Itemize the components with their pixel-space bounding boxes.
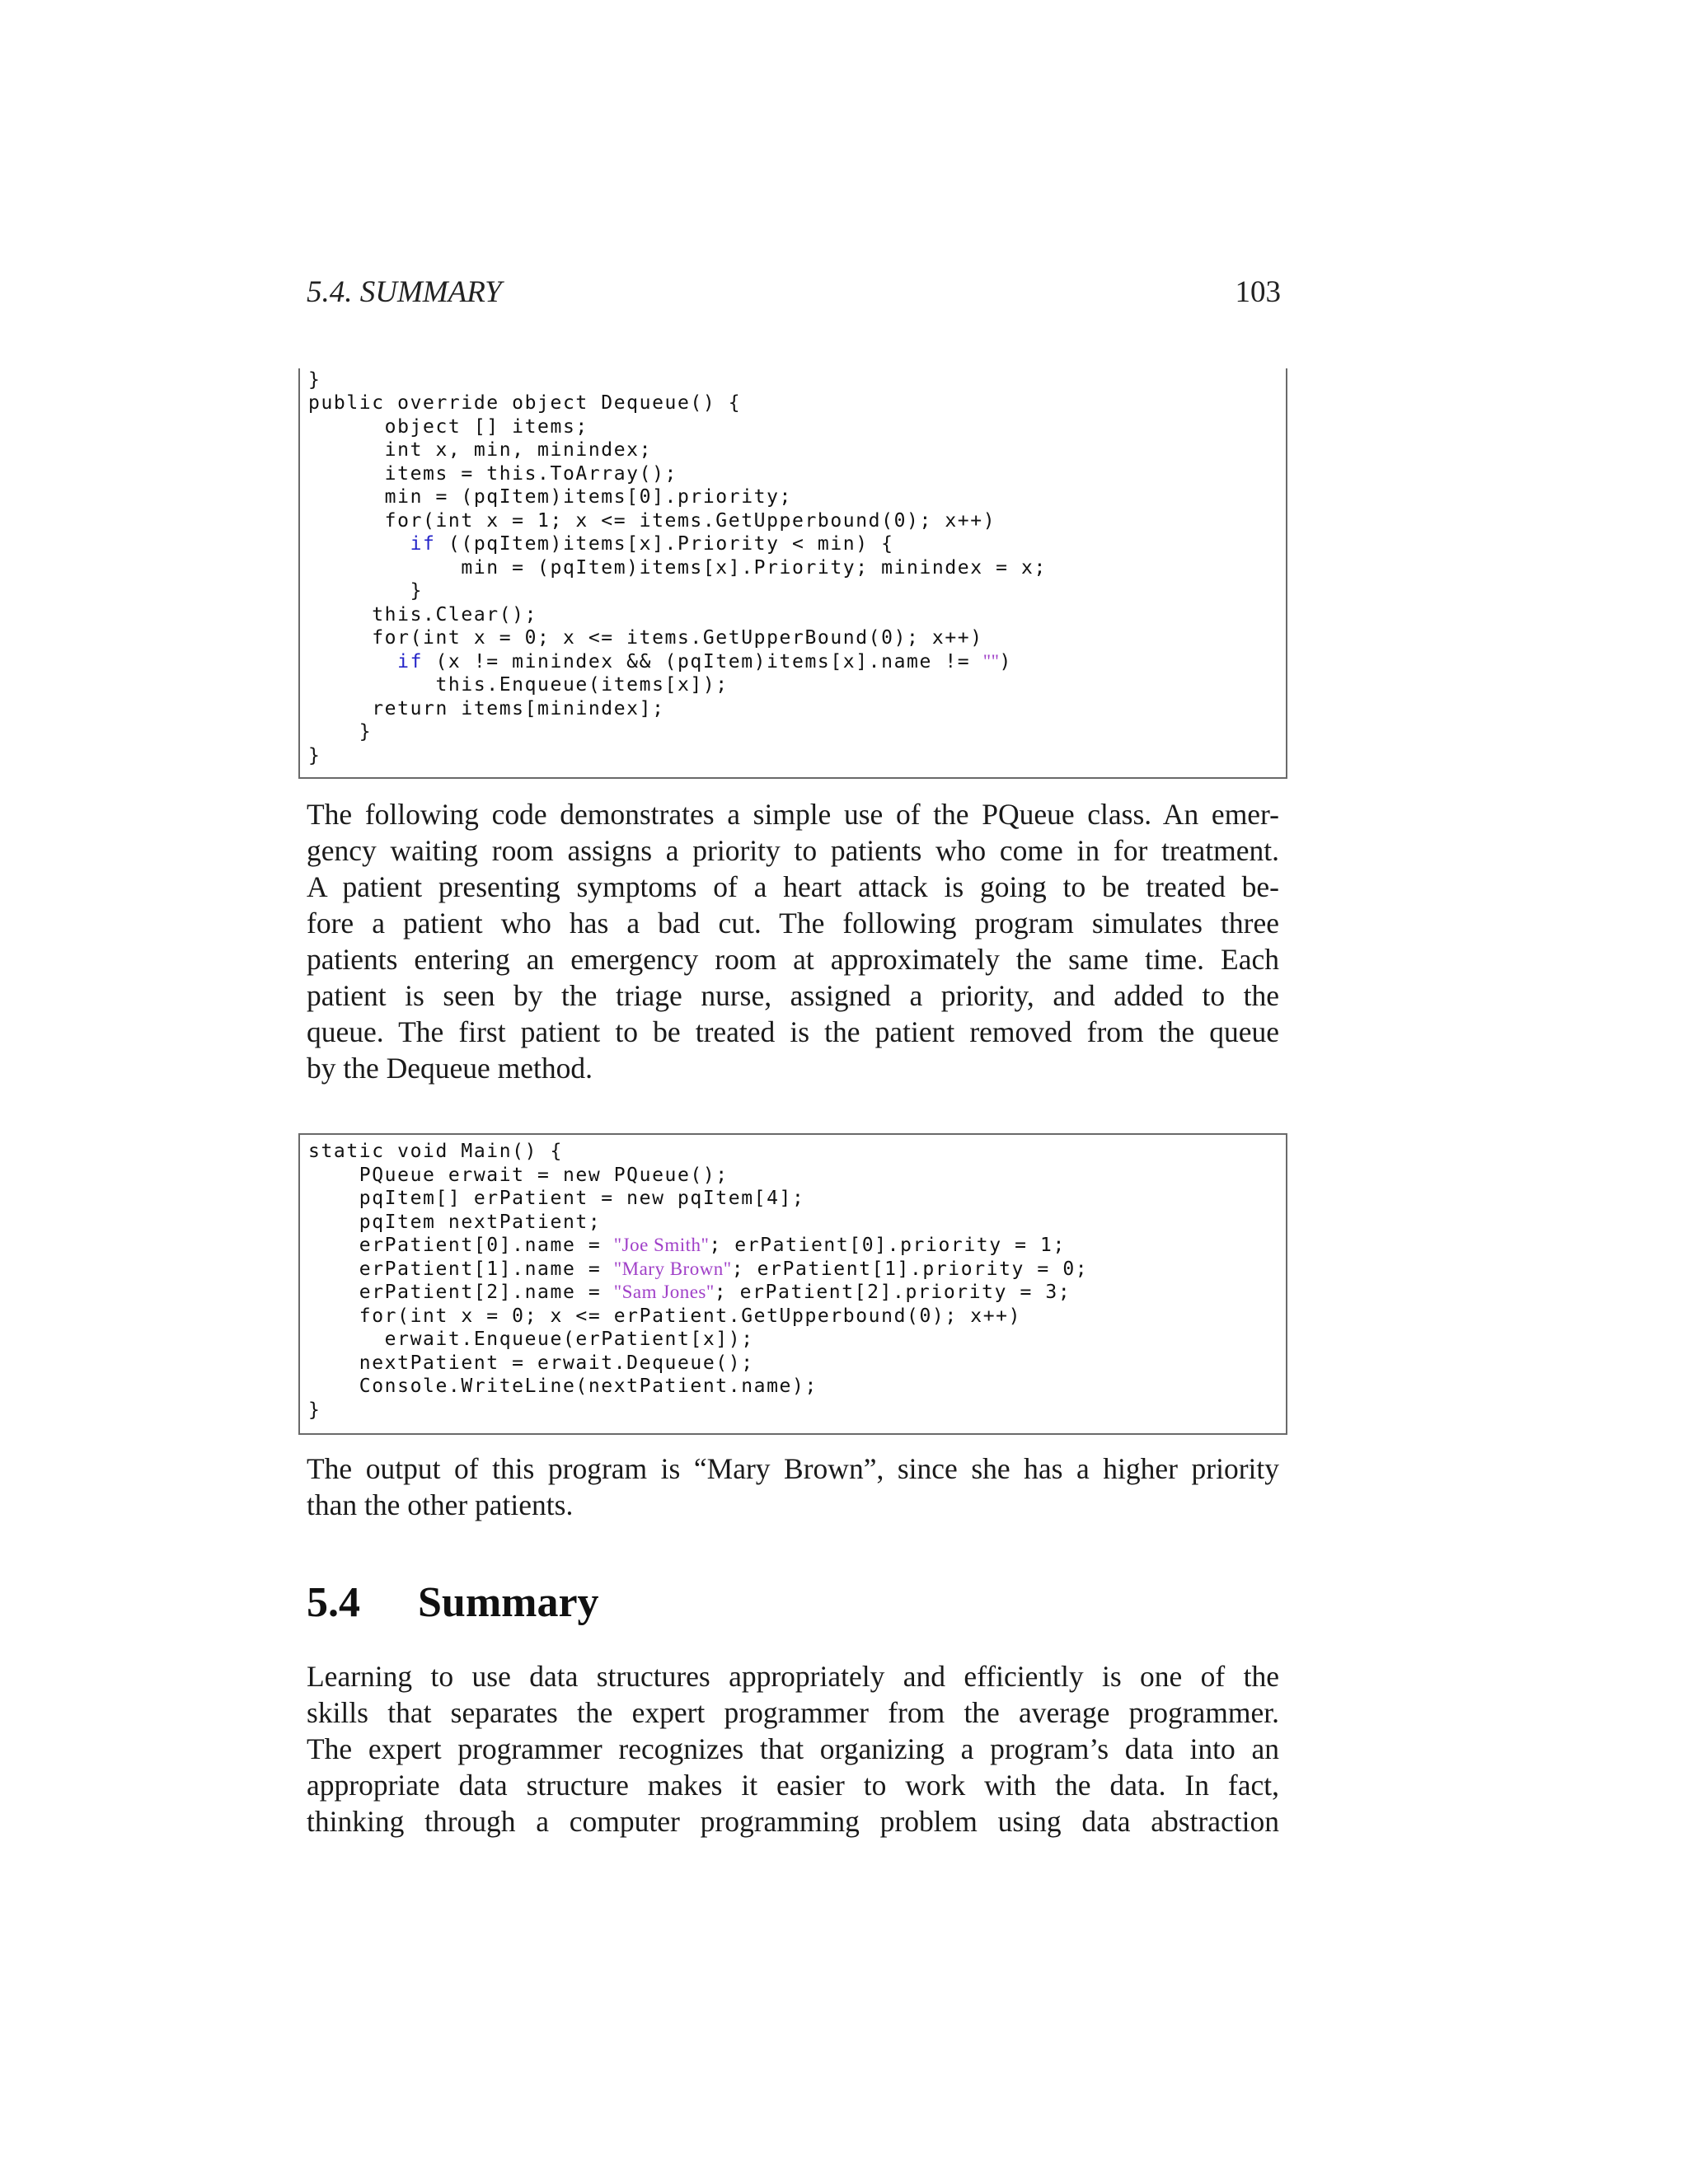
code-fragment: ; erPatient[0].priority = 1; — [709, 1235, 1066, 1256]
code-line: } — [308, 1399, 321, 1421]
code-line: } — [308, 369, 321, 391]
code-fragment: ) — [999, 651, 1012, 673]
code-line: } — [308, 721, 373, 743]
code-line — [308, 532, 894, 555]
text-line: Learning to use data structures appropriately and efficiently is one of the — [307, 1660, 1279, 1693]
code-line: items = this.ToArray(); — [308, 463, 678, 485]
code-line: nextPatient = erwait.Dequeue(); — [308, 1352, 754, 1374]
code-line: pqItem[] erPatient = new pqItem[4]; — [308, 1188, 805, 1209]
keyword-if: if — [308, 651, 424, 673]
text-line: The expert programmer recognizes that organizing a program’s data into an — [307, 1732, 1279, 1765]
text-line: thinking through a computer programming problem using data abstraction — [307, 1805, 1279, 1838]
section-number: 5.4 — [307, 1579, 360, 1626]
text-line: by the Dequeue method. — [307, 1052, 593, 1085]
string-literal: "Joe Smith" — [613, 1235, 710, 1255]
code-fragment: erPatient[2].name = — [308, 1282, 614, 1303]
code-line: public override object Dequeue() { — [308, 392, 742, 414]
code-line: } — [308, 745, 321, 766]
text-line: patient is seen by the triage nurse, assigned a priority, and added to the — [307, 979, 1279, 1012]
code-line: object [] items; — [308, 416, 588, 438]
code-line: } — [308, 580, 424, 602]
code-line: return items[minindex]; — [308, 698, 665, 719]
code-line: this.Clear(); — [308, 604, 538, 626]
text-line: skills that separates the expert programmer from the average programmer. — [307, 1696, 1279, 1729]
code-line: for(int x = 0; x <= erPatient.GetUpperbound(0); x++) — [308, 1305, 1022, 1327]
code-fragment: (x != minindex && (pqItem)items[x].name != — [423, 651, 983, 673]
code-line: PQueue erwait = new PQueue(); — [308, 1165, 729, 1186]
code-line — [308, 650, 1012, 673]
text-line: A patient presenting symptoms of a heart attack is going to be treated be- — [307, 870, 1279, 903]
section-heading — [307, 1578, 599, 1627]
text-line: patients entering an emergency room at approximately the same time. Each — [307, 943, 1279, 976]
string-literal: "Sam Jones" — [613, 1282, 715, 1302]
code-line: for(int x = 1; x <= items.GetUpperbound(0); x++) — [308, 510, 996, 532]
code-line: int x, min, minindex; — [308, 439, 653, 461]
code-fragment: ((pqItem)items[x].Priority < min) { — [435, 533, 894, 555]
text-line: queue. The first patient to be treated is the patient removed from the queue — [307, 1015, 1279, 1048]
code-line — [308, 1258, 1088, 1281]
string-literal: "Mary Brown" — [613, 1258, 732, 1279]
code-line: Console.WriteLine(nextPatient.name); — [308, 1376, 818, 1397]
code-line: erwait.Enqueue(erPatient[x]); — [308, 1329, 754, 1350]
text-line: gency waiting room assigns a priority to patients who come in for treatment. — [307, 834, 1279, 867]
code-line: for(int x = 0; x <= items.GetUpperBound(0); x++) — [308, 627, 983, 649]
section-title: Summary — [418, 1579, 599, 1626]
string-literal: "" — [982, 651, 1000, 672]
code-line — [308, 1234, 1066, 1257]
page-number: 103 — [1235, 275, 1281, 309]
code-listing-main — [298, 1133, 1287, 1435]
code-line: pqItem nextPatient; — [308, 1212, 602, 1233]
text-line: The following code demonstrates a simple use of the PQueue class. An emer- — [307, 798, 1279, 831]
code-line: min = (pqItem)items[0].priority; — [308, 486, 792, 508]
text-line: appropriate data structure makes it easier to work with the data. In fact, — [307, 1769, 1279, 1802]
code-fragment: ; erPatient[2].priority = 3; — [714, 1282, 1071, 1303]
code-line: static void Main() { — [308, 1141, 563, 1162]
keyword-if: if — [308, 533, 436, 555]
running-head-section: 5.4. SUMMARY — [307, 275, 502, 309]
text-line: than the other patients. — [307, 1488, 574, 1521]
running-head — [307, 274, 1281, 316]
text-line: The output of this program is “Mary Brown”, since she has a higher priority — [307, 1452, 1279, 1485]
code-line: min = (pqItem)items[x].Priority; minindex = x; — [308, 557, 1047, 579]
code-fragment: ; erPatient[1].priority = 0; — [731, 1258, 1089, 1280]
code-listing-dequeue — [298, 368, 1287, 779]
code-line: this.Enqueue(items[x]); — [308, 674, 729, 696]
code-line — [308, 1281, 1071, 1304]
text-line: fore a patient who has a bad cut. The following program simulates three — [307, 907, 1279, 940]
code-fragment: erPatient[0].name = — [308, 1235, 614, 1256]
code-fragment: erPatient[1].name = — [308, 1258, 614, 1280]
